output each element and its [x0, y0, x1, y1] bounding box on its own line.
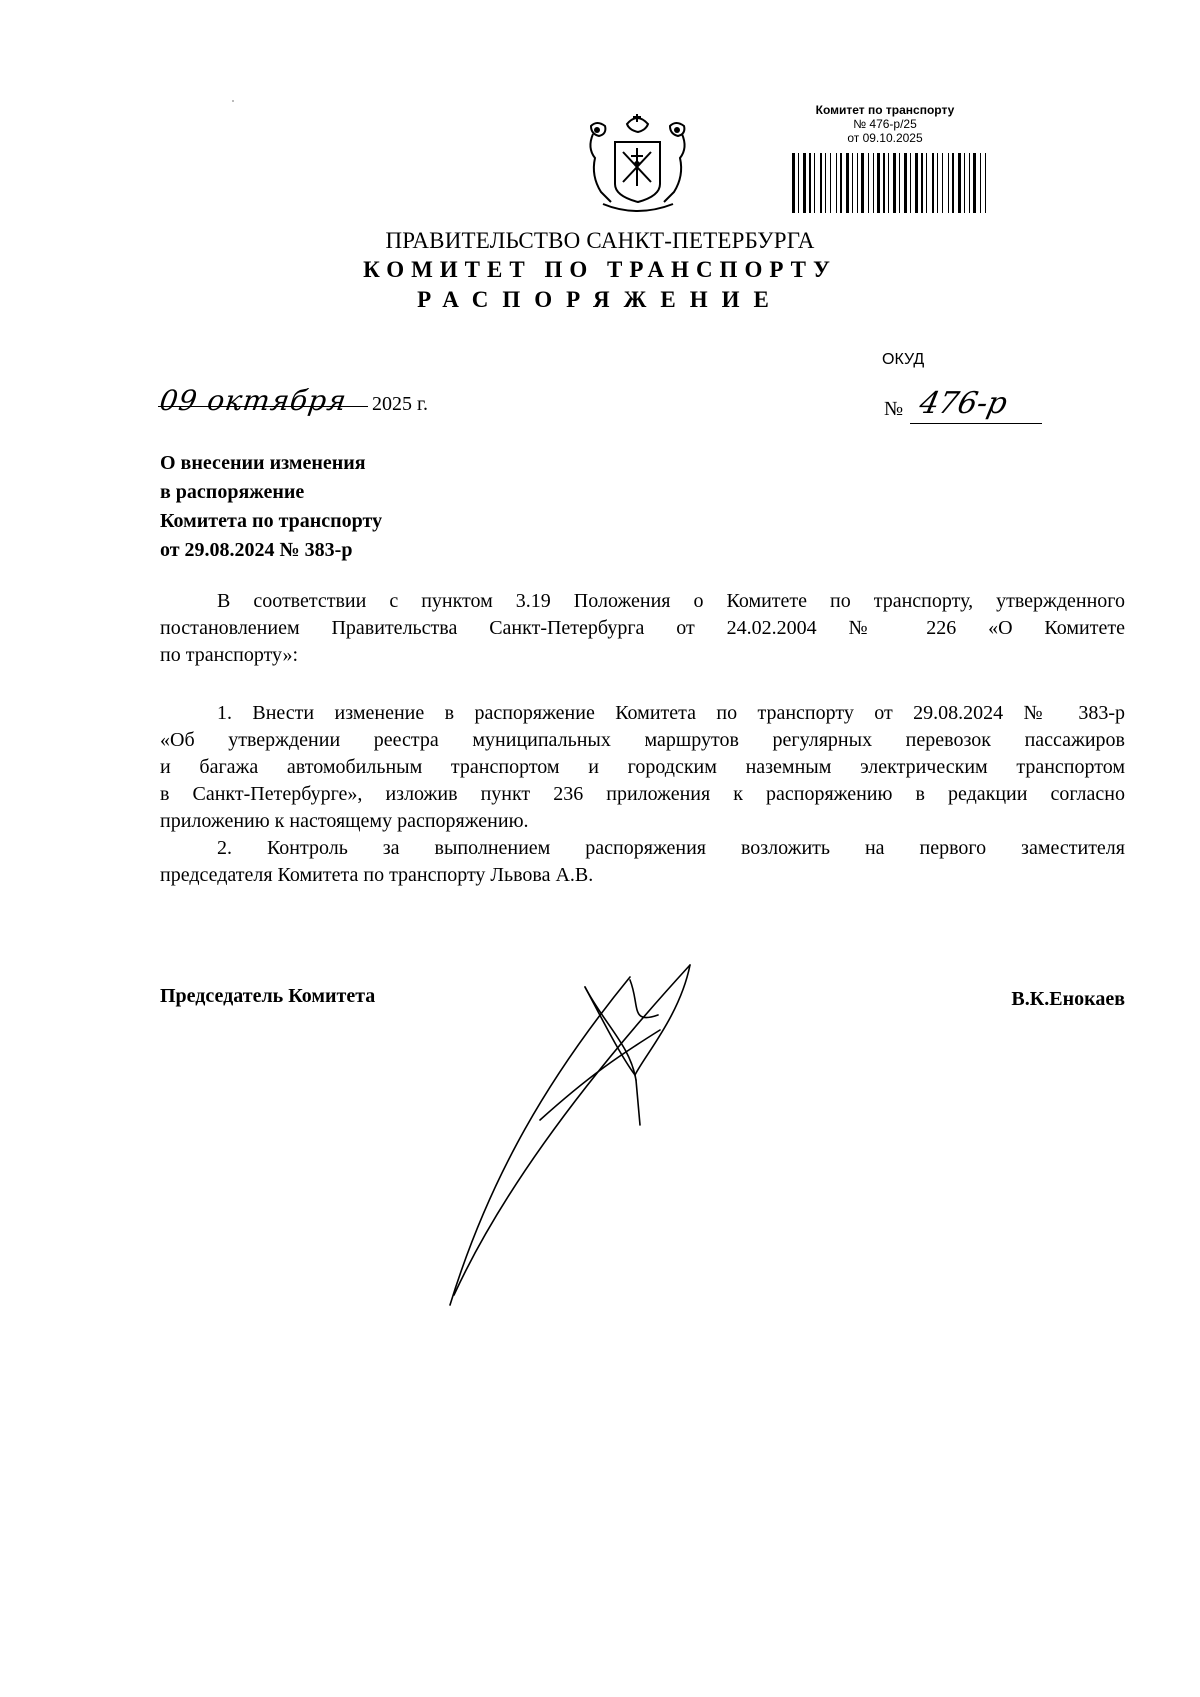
document-type: РАСПОРЯЖЕНИЕ	[417, 287, 783, 312]
text-line: постановлением Правительства Санкт-Петербурга от 24.02.2004 № 226 «О Комитете	[160, 617, 1125, 639]
number-handwritten: 476-р	[916, 386, 1011, 421]
barcode-bar	[942, 153, 943, 213]
barcode-bar	[836, 153, 837, 213]
order-item-1	[160, 700, 1125, 835]
stamp-org: Комитет по транспорту	[815, 103, 955, 117]
date-underline	[158, 406, 368, 407]
barcode-bar	[980, 153, 981, 213]
barcode-bar	[825, 153, 826, 213]
signatory-title: Председатель Комитета	[160, 985, 376, 1007]
barcode-bar	[915, 153, 918, 213]
barcode-bar	[792, 153, 795, 213]
barcode-bar	[861, 153, 864, 213]
coat-of-arms-icon	[585, 112, 690, 215]
barcode-bar	[904, 153, 907, 213]
date-year: 2025 г.	[372, 393, 428, 415]
barcode-bar	[969, 153, 970, 213]
barcode-bar	[893, 153, 896, 213]
barcode-bar	[868, 153, 869, 213]
number-sign: №	[884, 398, 904, 420]
date-handwritten: 09 октября	[157, 384, 350, 417]
barcode-bar	[985, 153, 986, 213]
barcode-bar	[877, 153, 880, 213]
barcode-bar	[932, 153, 934, 213]
text-line: по транспорту»:	[160, 644, 299, 666]
stamp-date: от 09.10.2025	[847, 131, 923, 145]
subject-line: О внесении изменения	[160, 452, 366, 474]
scan-speck	[232, 100, 234, 102]
registration-stamp	[785, 103, 985, 145]
barcode-bar	[814, 153, 815, 213]
text-line: В соответствии с пунктом 3.19 Положения о Комитете по транспорту, утвержденного	[217, 590, 1125, 612]
barcode	[790, 153, 990, 213]
barcode-bar	[899, 153, 900, 213]
barcode-bar	[820, 153, 822, 213]
text-line: 1. Внести изменение в распоряжение Комитета по транспорту от 29.08.2024 № 383-р	[217, 702, 1125, 724]
text-line: «Об утверждении реестра муниципальных маршрутов регулярных перевозок пассажиров	[160, 729, 1125, 751]
stamp-number: № 476-р/25	[853, 117, 917, 131]
barcode-bar	[937, 153, 938, 213]
barcode-bar	[852, 153, 853, 213]
barcode-bar	[948, 153, 949, 213]
barcode-bar	[873, 153, 874, 213]
order-items	[160, 700, 1125, 889]
barcode-bar	[830, 153, 831, 213]
handwritten-signature	[430, 945, 730, 1325]
document-subject	[160, 449, 382, 565]
text-line: 2. Контроль за выполнением распоряжения возложить на первого заместителя	[217, 837, 1125, 859]
order-item-2	[160, 835, 1125, 889]
barcode-bar	[888, 153, 889, 213]
barcode-bar	[798, 153, 799, 213]
subject-line: Комитета по транспорту	[160, 510, 383, 532]
barcode-bar	[952, 153, 954, 213]
text-line: в Санкт-Петербурге», изложив пункт 236 приложения к распоряжению в редакции согласно	[160, 783, 1125, 805]
preamble-paragraph	[160, 588, 1125, 669]
barcode-bar	[803, 153, 806, 213]
barcode-bar	[958, 153, 961, 213]
signatory-name: В.К.Енокаев	[1011, 988, 1125, 1010]
okud-label: ОКУД	[882, 351, 925, 368]
number-underline	[910, 423, 1042, 424]
barcode-bar	[926, 153, 927, 213]
barcode-bar	[883, 153, 885, 213]
barcode-bar	[857, 153, 858, 213]
government-name: ПРАВИТЕЛЬСТВО САНКТ-ПЕТЕРБУРГА	[385, 228, 815, 253]
barcode-bar	[964, 153, 965, 213]
barcode-bar	[846, 153, 849, 213]
barcode-bar	[809, 153, 811, 213]
barcode-bar	[973, 153, 976, 213]
barcode-bar	[910, 153, 911, 213]
barcode-bar	[921, 153, 923, 213]
text-line: председателя Комитета по транспорту Львова А.В.	[160, 864, 594, 886]
committee-name: КОМИТЕТ ПО ТРАНСПОРТУ	[363, 257, 837, 282]
subject-line: от 29.08.2024 № 383-р	[160, 539, 353, 561]
barcode-bar	[840, 153, 842, 213]
subject-line: в распоряжение	[160, 481, 305, 503]
text-line: приложению к настоящему распоряжению.	[160, 810, 529, 832]
text-line: и багажа автомобильным транспортом и городским наземным электрическим транспортом	[160, 756, 1125, 778]
